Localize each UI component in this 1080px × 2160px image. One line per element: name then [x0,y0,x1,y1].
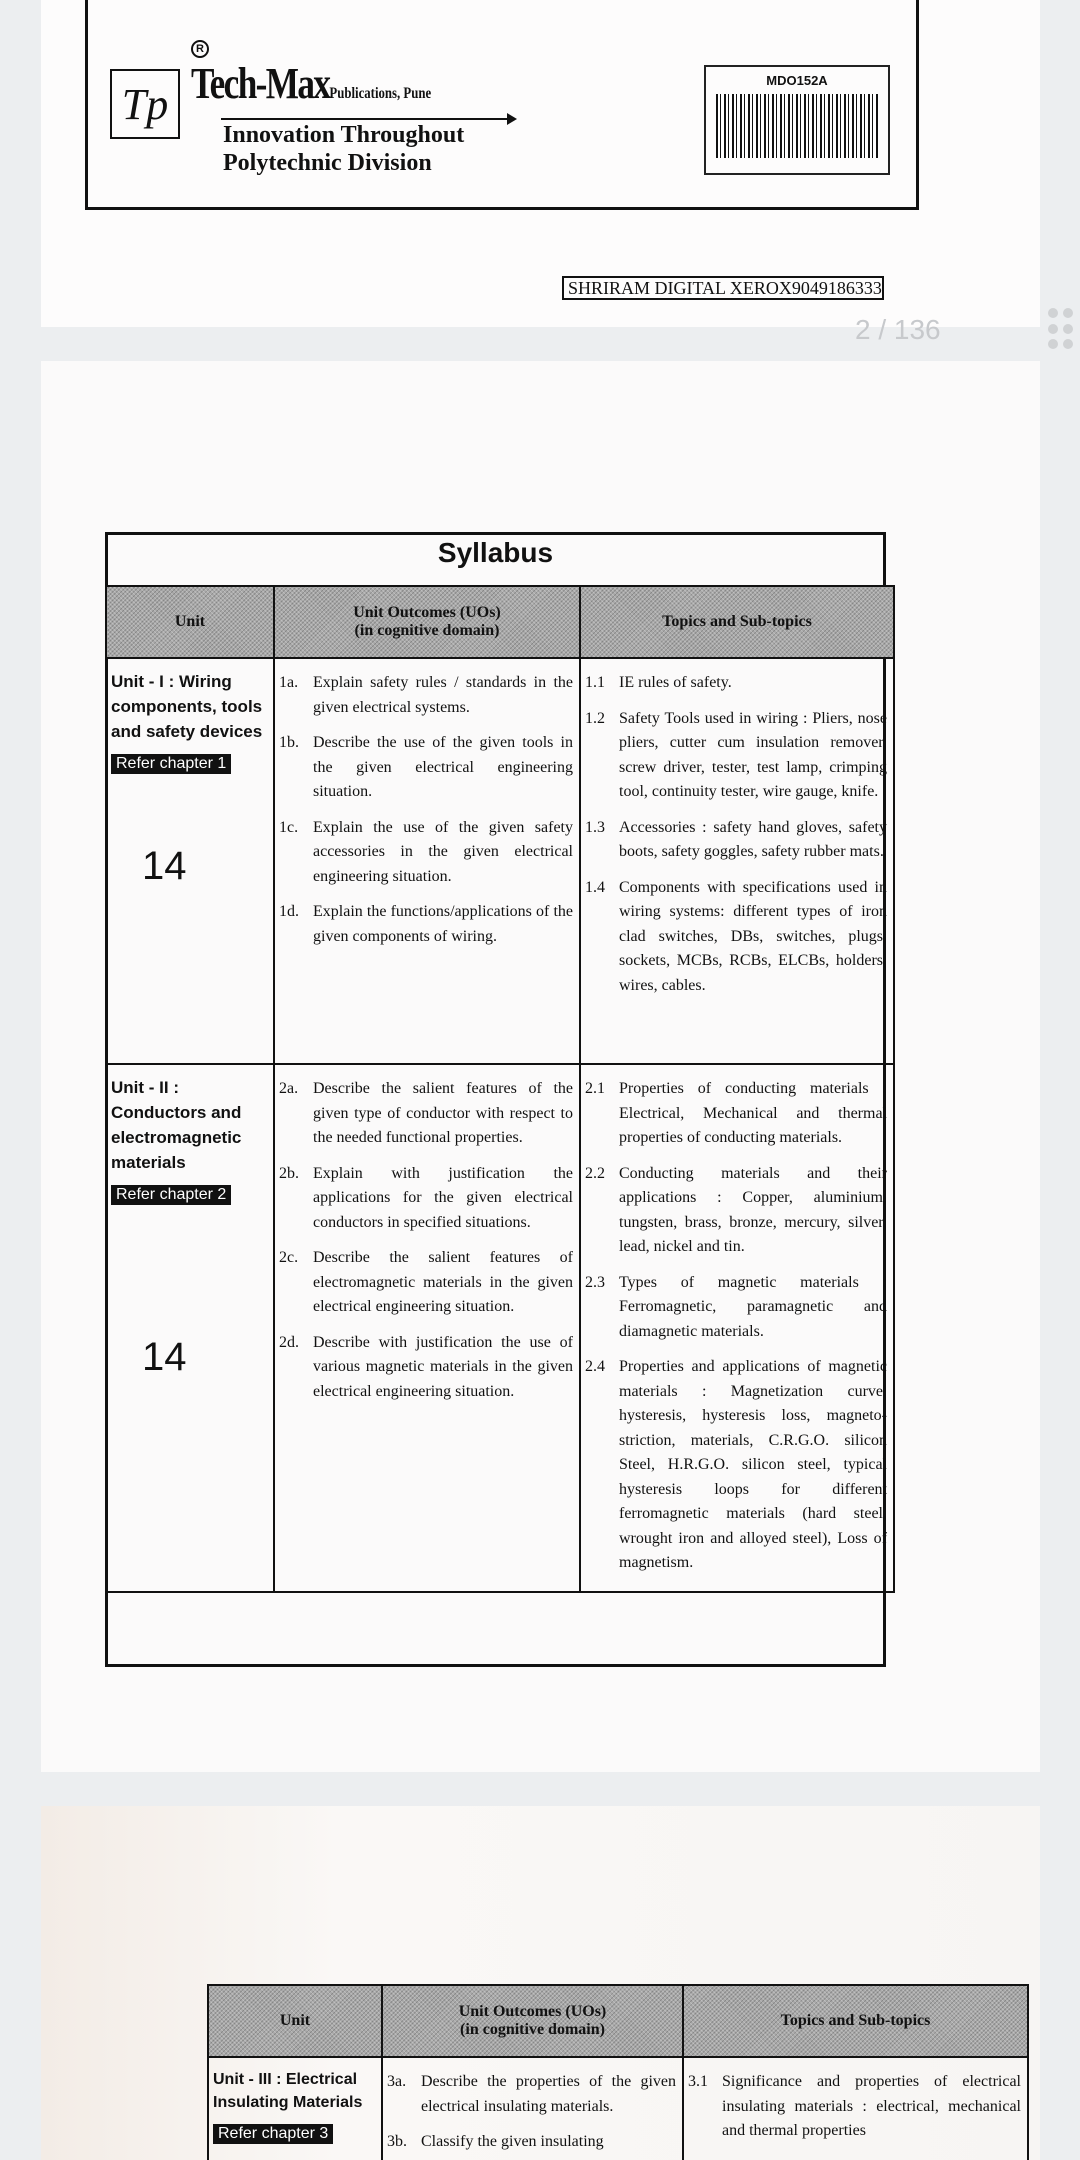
list-item [383,2130,682,2155]
list-item [581,1077,893,1151]
list-item [581,707,893,805]
topics-cell [683,2057,1028,2160]
item-text: Describe with justification the use of various magnetic materials in the given electrical engineering situation. [313,1333,573,1400]
item-text: Explain with justification the applications for the given electrical conductors in specified situations. [313,1164,573,1231]
item-number: 1d. [279,903,299,920]
item-text: Safety Tools used in wiring : Pliers, nose pliers, cutter cum insulation remover, screw driver, tester, test lamp, crimping tool, continuity tester, wire gauge, knife. [619,709,887,800]
item-number: 2a. [279,1080,299,1097]
item-number: 1c. [279,818,299,836]
item-number: 2c. [279,1249,299,1266]
pdf-page-1 [41,0,1040,327]
list-item [275,900,579,949]
list-item [581,1355,893,1576]
item-number: 2.1 [585,1080,605,1097]
item-number: 3.1 [688,2073,708,2090]
item-text: IE rules of safety. [619,674,732,691]
xerox-stamp: SHRIRAM DIGITAL XEROX9049186333 [562,276,884,300]
table-row [208,2057,1028,2160]
list-item [275,1331,579,1405]
refer-chapter-badge: Refer chapter 1 [111,754,231,774]
item-text: Describe the properties of the given electrical insulating materials. [421,2073,676,2115]
refer-chapter-badge: Refer chapter 2 [111,1185,231,1205]
table-row [106,658,894,1064]
item-text: Significance and properties of electrical insulating materials : electrical, mechanical and thermal properties [722,2073,1021,2139]
unit-name: Unit - III : Electrical Insulating Materials [213,2071,363,2111]
item-number: 1.1 [585,674,605,691]
header-uo: Unit Outcomes (UOs) (in cognitive domain) [382,1985,683,2057]
topics-cell [580,1064,894,1592]
item-number: 2d. [279,1333,299,1351]
tagline-2: Polytechnic Division [223,150,432,176]
header-topics: Topics and Sub-topics [683,1985,1028,2057]
tagline-1: Innovation Throughout [223,122,465,148]
item-text: Classify the given insulating [421,2133,604,2150]
item-number: 2.4 [585,1358,605,1375]
list-item [581,1162,893,1260]
list-item [581,876,893,999]
list-item [275,731,579,805]
outcomes-cell [382,2057,683,2160]
barcode-bars [716,94,878,158]
list-item [275,816,579,890]
syllabus-title: Syllabus [437,537,554,568]
pdf-page-3 [41,1806,1040,2160]
item-text: Accessories : safety hand gloves, safety boots, safety goggles, safety rubber mats. [619,818,887,860]
barcode-code: MDO152A [766,73,828,88]
list-item [581,816,893,865]
table-header [106,586,894,658]
list-item [275,1077,579,1151]
list-item [684,2070,1027,2144]
item-text: Explain safety rules / standards in the given electrical systems. [313,674,573,716]
item-number: 1.3 [585,818,605,836]
item-text: Types of magnetic materials : Ferromagnetic, paramagnetic and diamagnetic materials. [619,1273,887,1340]
unit-cell [106,658,274,1064]
pdf-page-2 [41,361,1040,1772]
item-text: Describe the use of the given tools in the given electrical engineering situation. [313,734,573,800]
item-text: Properties and applications of magnetic materials : Magnetization curve. hysteresis, hysteresis loss, magneto-striction, materials, C.R.G.O. silicon Steel, H.R.G.O. silicon steel, typical hysteresis loops for different ferromagnetic materials (hard steel, wrought iron and alloyed steel), Loss of magnetism. [619,1358,887,1571]
page-counter: 2 / 136 [855,314,941,345]
registered-mark: R [191,40,209,58]
header-unit: Unit [106,586,274,658]
item-number: 1b. [279,734,299,751]
header-uo: Unit Outcomes (UOs) (in cognitive domain) [274,586,580,658]
list-item [581,671,893,696]
item-text: Components with specifications used in wiring systems: different types of iron clad switches, DBs, switches, plugs, sockets, MCBs, RCBs, ELCBs, holders, wires, cables. [619,878,887,994]
item-number: 2.3 [585,1273,605,1291]
item-number: 1.4 [585,878,605,896]
item-number: 2b. [279,1164,299,1182]
outcomes-cell [274,1064,580,1592]
list-item [275,671,579,720]
item-number: 2.2 [585,1164,605,1182]
barcode [704,65,890,175]
list-item [383,2070,682,2119]
drag-handle-icon[interactable] [1048,308,1074,352]
item-text: Describe the salient features of electromagnetic materials in the given electrical engineering situation. [313,1249,573,1315]
item-text: Explain the functions/applications of the given components of wiring. [313,903,573,945]
table-header [208,1985,1028,2057]
item-text: Explain the use of the given safety accessories in the given electrical engineering situation. [313,818,573,885]
item-text: Properties of conducting materials : Electrical, Mechanical and thermal properties of conducting materials. [619,1080,887,1146]
handwritten-note: 14 [142,1335,187,1379]
unit-name: Unit - I : Wiring components, tools and safety devices [111,672,263,741]
item-number: 3b. [387,2133,407,2150]
list-item [275,1162,579,1236]
item-number: 1a. [279,674,299,691]
topics-cell [580,658,894,1064]
handwritten-note: 14 [142,844,187,888]
unit-cell [106,1064,274,1592]
syllabus-table [105,585,895,1593]
syllabus-table-continued [207,1984,1029,2160]
list-item [275,1246,579,1320]
item-number: 1.2 [585,709,605,727]
list-item [581,1271,893,1345]
table-row [106,1064,894,1592]
item-number: 3a. [387,2073,407,2090]
header-topics: Topics and Sub-topics [580,586,894,658]
refer-chapter-badge: Refer chapter 3 [213,2124,333,2144]
outcomes-cell [274,658,580,1064]
unit-name: Unit - II : Conductors and electromagnetic materials [111,1078,242,1172]
item-text: Describe the salient features of the given type of conductor with respect to the needed functional properties. [313,1080,573,1146]
unit-cell [208,2057,382,2160]
header-unit: Unit [208,1985,382,2057]
arrow-line [221,118,511,120]
item-text: Conducting materials and their applications : Copper, aluminium, tungsten, brass, bronze, mercury, silver, lead, nickel and tin. [619,1164,887,1255]
techmax-logo-icon: Tp [110,69,180,139]
brand-name: Tech-MaxPublications, Pune [191,59,432,108]
